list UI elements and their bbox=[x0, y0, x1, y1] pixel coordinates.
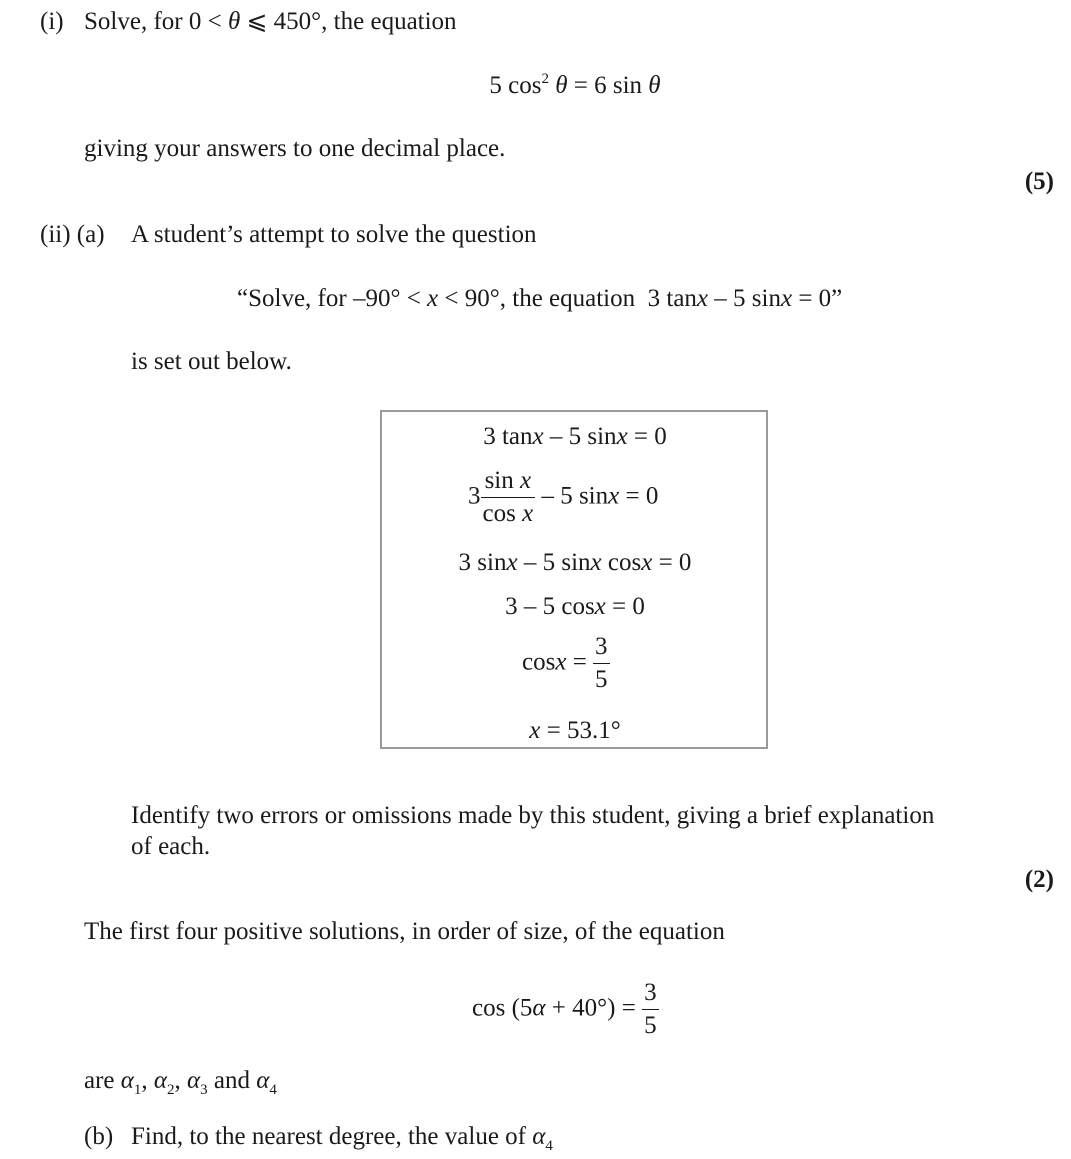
roots-text: are $\alpha_1$, $\alpha_2$, $\alpha_3$ and $\alpha_4$ bbox=[84, 1067, 277, 1098]
part-i-marks: (5) bbox=[1024, 168, 1054, 195]
set-out-text: is set out below. bbox=[131, 348, 292, 375]
part-i-intro: Solve, for 0 < θ ⩽ 450°, the equation bbox=[84, 8, 457, 35]
part-b-label: (b) bbox=[84, 1123, 114, 1150]
part-b-equation: cos (5α + 40°) = $\frac{3}{5}$ bbox=[472, 979, 657, 1040]
part-i-instruction: giving your answers to one decimal place. bbox=[84, 135, 506, 162]
part-ii-intro: A student’s attempt to solve the question bbox=[131, 221, 537, 248]
part-i-equation: 5 $\cos^2 \theta = 6$ sin θ bbox=[489, 71, 661, 99]
working-line-3: 3 sinx – 5 sinx cosx = 0 bbox=[458, 549, 692, 576]
working-line-1: 3 tanx – 5 sinx = 0 bbox=[483, 423, 667, 450]
task-line-2: of each. bbox=[131, 833, 211, 860]
part-i-label: (i) bbox=[40, 8, 64, 35]
working-line-4: 3 – 5 cosx = 0 bbox=[505, 593, 645, 620]
task-line-1: Identify two errors or omissions made by this student, giving a brief explanation bbox=[131, 802, 935, 829]
quoted-question: “Solve, for –90° < x < 90°, the equation 3 tanx – 5 sinx = 0” bbox=[237, 285, 843, 312]
part-b-question: Find, to the nearest degree, the value of $\alpha_4$ bbox=[131, 1123, 553, 1154]
part-ii-label: (ii) (a) bbox=[40, 221, 105, 248]
working-line-2: 3 $\frac{\text{sin x}}{\text{cos x}}$ – 5 sinx = 0 bbox=[468, 467, 659, 528]
working-line-6: x = 53.1° bbox=[529, 717, 621, 744]
part-b-intro: The first four positive solutions, in order of size, of the equation bbox=[84, 918, 725, 945]
working-line-5: cosx = $\frac{3}{5}$ bbox=[522, 633, 608, 694]
student-working-box bbox=[380, 410, 768, 749]
part-ii-marks: (2) bbox=[1024, 866, 1054, 893]
